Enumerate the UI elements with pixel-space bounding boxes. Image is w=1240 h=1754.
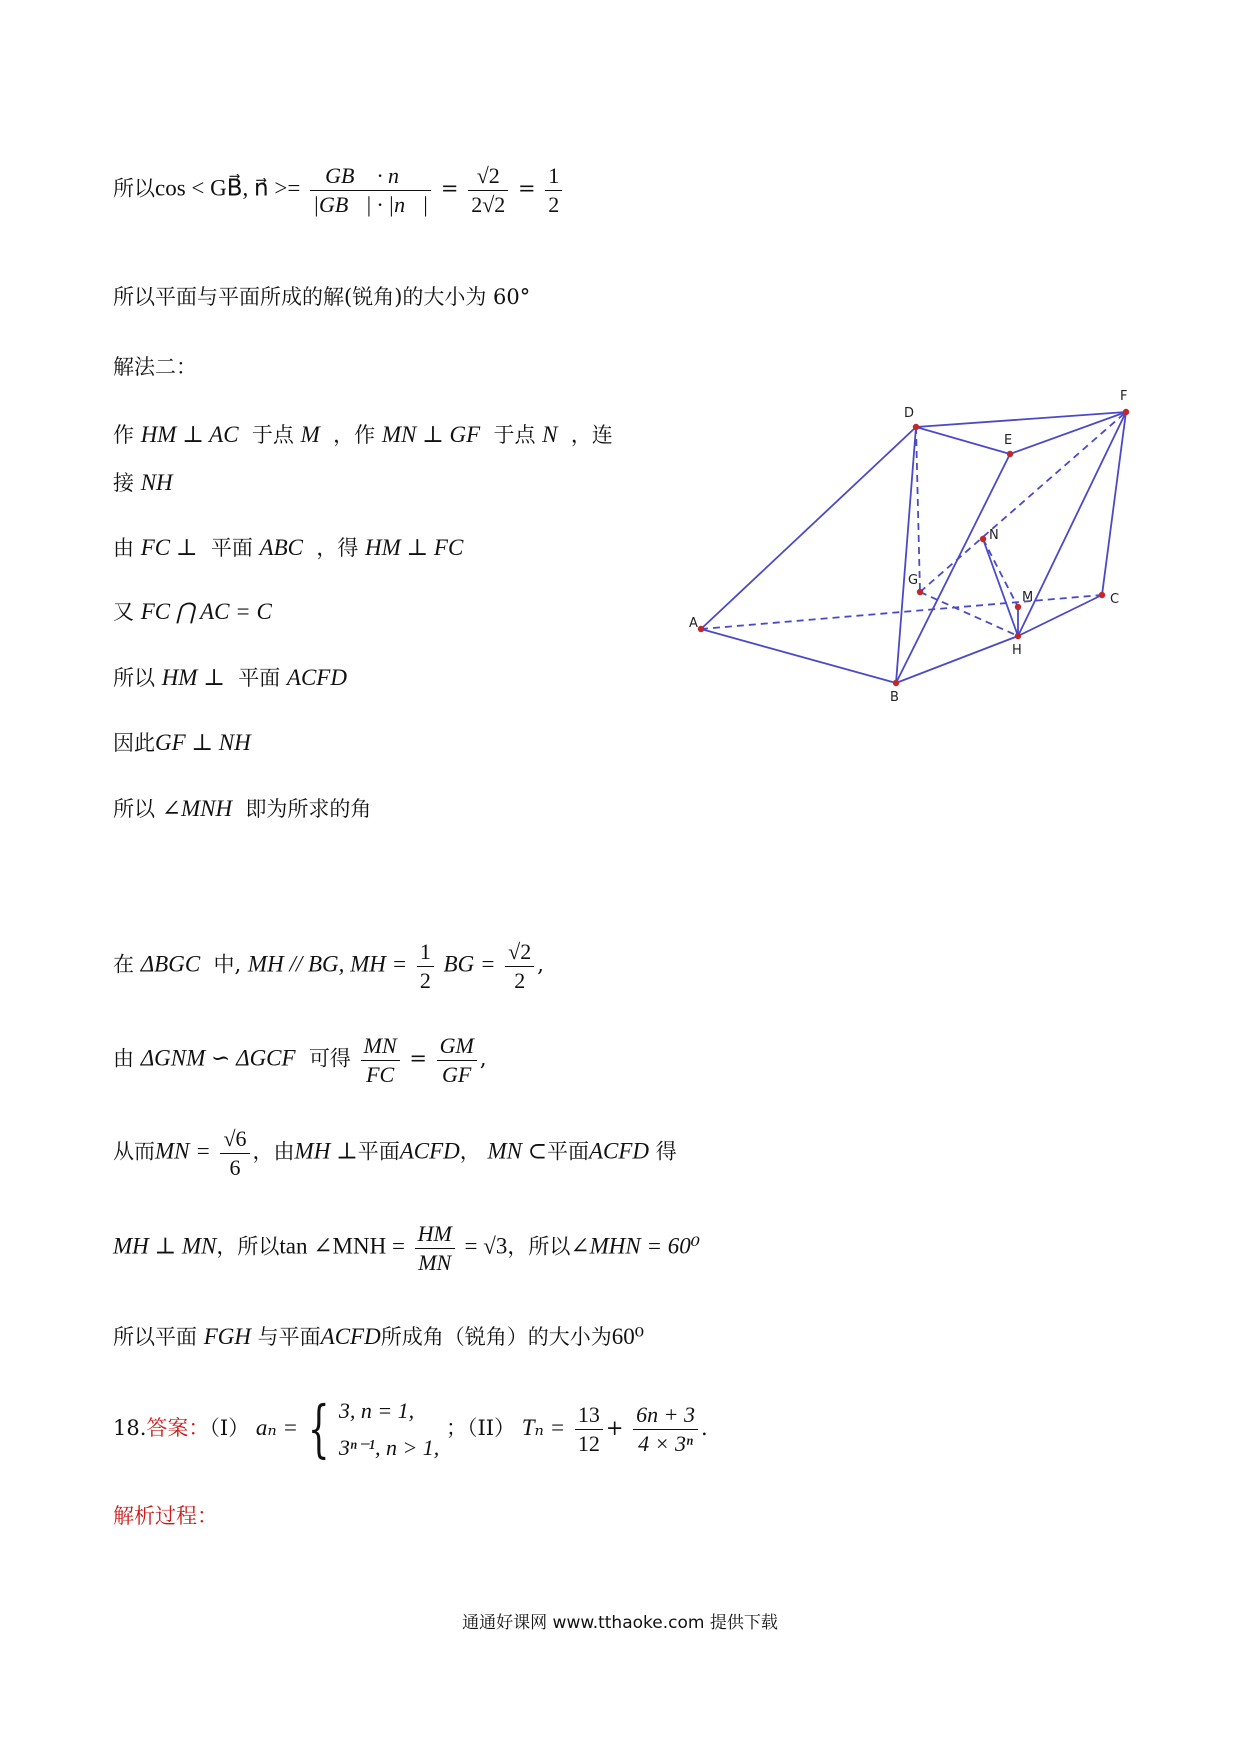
text: 所以平面 [113,1325,197,1349]
math: HM ⊥ AC [140,422,239,447]
math: GF ⊥ NH [155,730,251,755]
numerator: MN [361,1032,400,1061]
dashed-edge-GF [920,412,1126,592]
text: 于点 [493,423,536,447]
text: 平面 [357,1139,400,1164]
numerator: 6n + 3 [633,1401,698,1430]
numerator: GM [437,1032,477,1061]
numerator: 13 [575,1401,603,1430]
math: MN = [155,1138,211,1164]
step1-line2 [113,468,173,498]
step4-line [113,663,347,693]
point-N [980,536,986,542]
half-fraction [545,162,562,218]
13-12-fraction [575,1401,603,1457]
text: , [479,1046,487,1071]
edge-AD [701,427,919,629]
text: 所成角（锐角）的大小为 [380,1325,612,1349]
text: 平面 [210,536,253,560]
part-label: （I） [209,1415,250,1440]
math: FC ⊥ [140,535,198,560]
text: 中, [213,952,242,977]
denominator: 2 [514,967,526,993]
left-brace-icon: { [307,1392,330,1466]
text: ，所以 [216,1234,280,1259]
edge-DF [916,412,1126,427]
denominator: 2 [419,967,431,993]
sqrt-fraction-numerator: √2 [468,162,508,191]
point-label-F: F [1120,389,1128,404]
math: tan ∠MNH = [279,1233,405,1259]
gm-gf-fraction [437,1032,477,1088]
math: NH [140,470,173,495]
math: MN ⊂ [487,1138,547,1164]
equals-sign: = [409,1046,427,1071]
text: 得 [655,1139,677,1164]
half-denominator: 2 [548,191,560,217]
solution2-heading: 解法二： [113,355,197,379]
cos-prefix: 所以 [113,176,155,201]
equals-sign: = [517,176,536,201]
tan-line [113,1220,700,1276]
mn-fc-fraction [361,1032,400,1088]
equals-sign: = [440,176,459,201]
analysis-label: 解析过程： [113,1504,218,1528]
point-E [1007,451,1013,457]
text: 与平面 [257,1325,321,1349]
text: 从而 [113,1139,155,1164]
point-label-G: G [908,573,919,588]
text: 接 [113,471,134,495]
math: ΔGNM ∽ ΔGCF [140,1045,296,1071]
math: M [300,422,320,447]
point-label-D: D [904,406,915,421]
math: BG = [443,951,496,977]
edge-NH [983,539,1018,636]
point-C [1099,592,1105,598]
math: MN ⊥ GF [381,422,481,447]
math: ACFD [286,665,347,690]
text: 在 [113,952,134,977]
case-row: 3, n = 1, [338,1398,415,1423]
point-H [1015,633,1021,639]
point-G [917,589,923,595]
cos-fraction-numerator: GB⃗ · n⃗ [310,162,431,191]
math: ABC [259,535,303,560]
part-label: （II） [466,1415,516,1440]
text: 由 [113,1046,134,1071]
text: + [605,1415,624,1440]
dashed-edge-GH [920,592,1018,636]
step6-line [113,794,371,824]
denominator: FC [366,1061,395,1087]
text: . [701,1415,708,1440]
edge-DE [916,427,1013,454]
point-F [1123,409,1129,415]
text: 平面 [238,666,281,690]
text: ，连 [570,423,613,447]
cos-formula-line [113,162,565,218]
sqrt2-half-fraction [505,938,534,994]
text: 又 [113,600,134,624]
half-numerator: 1 [545,162,562,191]
sqrt-fraction [468,162,508,218]
sqrt-fraction-denominator: 2√2 [471,191,506,217]
dashed-edge-NM [983,539,1018,607]
math: ∠MHN = 60⁰ [570,1233,700,1259]
math: = √3 [464,1233,508,1259]
cos-fraction-denominator: |GB⃗| · |n⃗| [312,191,429,217]
similar-triangles-line [113,1032,487,1088]
mn-value-line [113,1125,677,1181]
numerator: HM [415,1220,455,1249]
math: 60⁰ [611,1324,644,1349]
triangle-bgc-line [113,938,544,994]
denominator: 6 [229,1154,241,1180]
text: , [537,952,544,977]
math: MH ⊥ [294,1138,358,1164]
cos-fraction [310,162,431,218]
solution1-conclusion: 所以平面与平面所成的解(锐角)的大小为 60° [113,285,531,309]
math: HM ⊥ FC [365,535,464,560]
numerator: √2 [505,938,534,967]
numerator: √6 [220,1125,249,1154]
edge-AB [701,629,896,683]
text: 可得 [308,1046,351,1071]
dashed-edge-DG [916,427,920,592]
math: ACFD [588,1138,650,1164]
point-M [1015,604,1021,610]
edge-BH [896,636,1018,683]
piecewise-cases [339,1392,439,1467]
text: 于点 [251,423,294,447]
step5-line [113,728,251,758]
point-label-A: A [689,616,698,631]
hm-mn-fraction [415,1220,455,1276]
point-label-M: M [1022,590,1034,605]
text: 所以 [113,797,155,821]
case-row: 3ⁿ⁻¹, n > 1, [338,1435,440,1461]
text: 即为所求的角 [245,797,372,821]
text: 平面 [546,1139,589,1164]
point-label-N: N [989,528,999,543]
footer: 通通好课网 www.tthaoke.com 提供下载 [462,1613,778,1633]
text: ，得 [316,536,359,560]
math: MH // BG, MH = [247,951,408,977]
denominator: 4 × 3ⁿ [638,1430,693,1456]
math: ACFD [320,1324,381,1349]
denominator: GF [442,1061,472,1087]
cos-lhs: cos < GB⃗, n⃗ >= [155,175,301,201]
text: 因此 [113,731,155,755]
text: ， [459,1139,481,1164]
denominator: MN [418,1249,452,1275]
sqrt6-fraction [220,1125,249,1181]
step1-line1 [113,420,613,450]
point-label-E: E [1004,433,1013,448]
math: ACFD [399,1138,460,1164]
text: ； [445,1415,467,1440]
text: ，作 [333,423,376,447]
point-B [893,680,899,686]
math: HM ⊥ [161,665,225,690]
text: ，由 [252,1139,295,1164]
solution2-conclusion [113,1322,644,1352]
text: 所以 [113,666,155,690]
question-number: 18. [113,1415,147,1440]
math: ΔBGC [140,951,201,977]
geometry-figure [690,380,1170,720]
q18-answer-line [113,1392,708,1467]
point-label-C: C [1110,592,1120,607]
math: N [542,422,558,447]
math: FC ⋂ AC = C [140,599,272,624]
text: 由 [113,536,134,560]
math: Tₙ = [521,1414,566,1440]
edge-BD [896,427,919,683]
answer-label: 答案： [146,1415,210,1440]
edge-FC [1102,412,1126,595]
math: FGH [203,1324,251,1349]
math: MH ⊥ MN [113,1233,217,1259]
step3-line [113,597,272,627]
numerator: 1 [417,938,434,967]
math: aₙ = [255,1414,298,1440]
step2-line [113,533,463,563]
text: ，所以 [507,1234,571,1259]
tn-second-fraction [633,1401,698,1457]
figure-lines [701,412,1126,683]
math: ∠MNH [161,796,233,821]
point-A [698,626,704,632]
point-label-B: B [890,690,899,705]
text: 作 [113,423,134,447]
half-fraction [417,938,434,994]
point-D [913,424,919,430]
point-label-H: H [1012,643,1022,658]
denominator: 12 [577,1430,600,1456]
